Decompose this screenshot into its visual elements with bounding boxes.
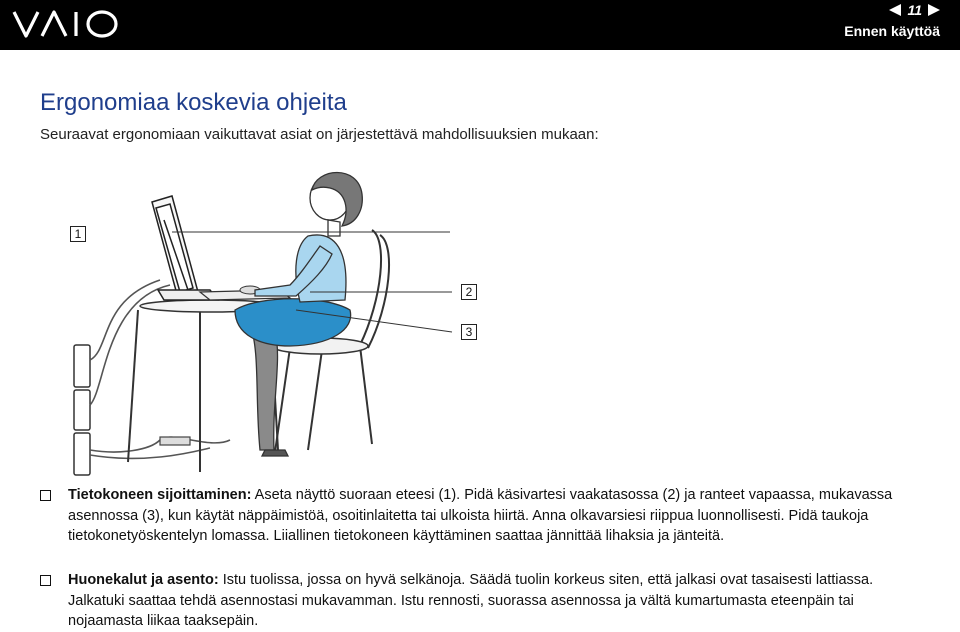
bullet-text: Aseta näyttö suoraan eteesi (1). Pidä käsivartesi vaakatasossa (2) ja ranteet vapaassa, mukavassa asennossa (3), kun käytät näppäimistöä, osoitinlaitetta tai ulkoista hiirtä. Anna olkavarsiesi riippua luonnollisesti. Pidä taukoja tietokonetyöskentelyn lomassa. Liiallinen tietokoneen käyttäminen saattaa jännittää lihaksia ja jänteitä. bbox=[68, 487, 893, 544]
callout-2: 2 bbox=[461, 284, 477, 300]
next-page-icon[interactable] bbox=[928, 4, 940, 16]
page-subtitle: Seuraavat ergonomiaan vaikuttavat asiat on järjestettävä mahdollisuuksien mukaan: bbox=[40, 126, 599, 143]
wall-outlet-icon bbox=[74, 345, 90, 475]
vaio-logo bbox=[12, 8, 124, 40]
ergonomics-illustration bbox=[60, 150, 500, 480]
checkbox-bullet-icon bbox=[40, 490, 51, 501]
section-title[interactable]: Ennen käyttöä bbox=[844, 23, 940, 39]
computer-icon bbox=[152, 196, 218, 300]
bullet-heading: Huonekalut ja asento: bbox=[68, 572, 219, 588]
page-title: Ergonomiaa koskevia ohjeita bbox=[40, 89, 347, 116]
list-item bbox=[40, 485, 930, 547]
header-bar bbox=[0, 0, 960, 50]
callout-1: 1 bbox=[70, 226, 86, 242]
page-navigation bbox=[889, 2, 940, 18]
checkbox-bullet-icon bbox=[40, 575, 51, 586]
callout-3: 3 bbox=[461, 324, 477, 340]
bullet-heading: Tietokoneen sijoittaminen: bbox=[68, 487, 252, 503]
bullet-text: Istu tuolissa, jossa on hyvä selkänoja. Säädä tuolin korkeus siten, että jalkasi ovat tasaisesti lattiassa. Jalkatuki saattaa tehdä asennostasi mukavamman. Istu rennosti, suorassa asennossa ja vältä kumartumasta eteenpäin tai nojaamasta liikaa taaksepäin. bbox=[68, 572, 874, 629]
list-item bbox=[40, 570, 930, 632]
page-number: 11 bbox=[907, 2, 922, 18]
previous-page-icon[interactable] bbox=[889, 4, 901, 16]
